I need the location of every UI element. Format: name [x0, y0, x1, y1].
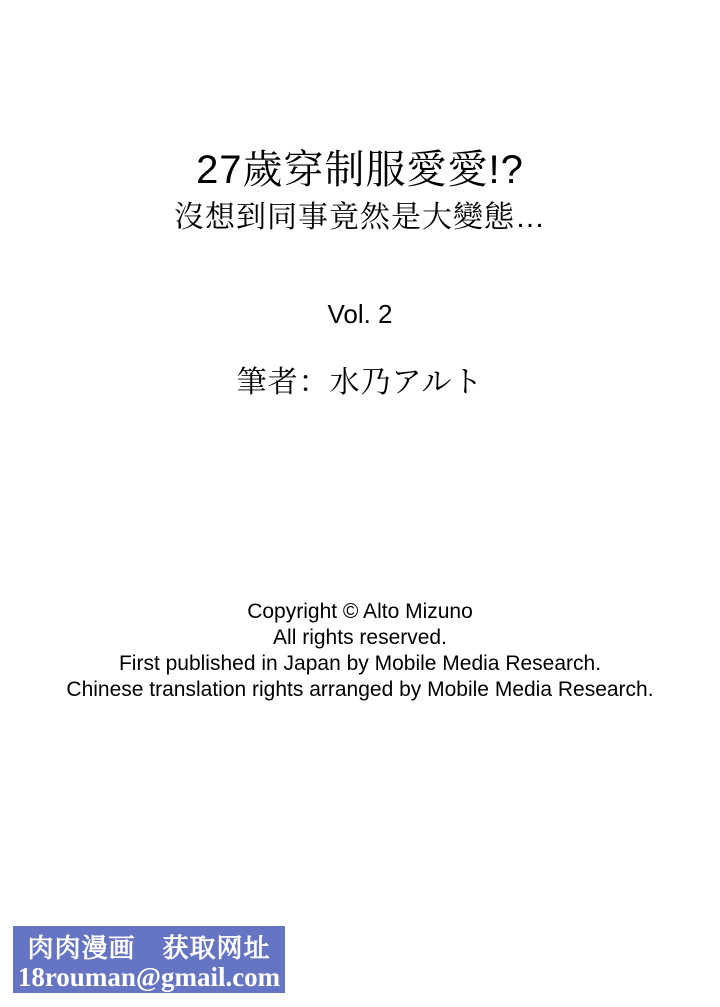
- watermark-site-name: 肉肉漫画 获取网址: [27, 933, 271, 963]
- page-title: 27歲穿制服愛愛!?: [196, 148, 524, 192]
- copyright-block: [0, 599, 720, 703]
- volume-label: Vol. 2: [327, 299, 393, 329]
- page-subtitle: 沒想到同事竟然是大變態…: [174, 201, 546, 234]
- copyright-line: All rights reserved.: [273, 626, 447, 649]
- watermark-email: 18rouman@gmail.com: [17, 962, 281, 992]
- author-line: 筆者：水乃アルト: [236, 366, 484, 399]
- watermark-badge: [13, 926, 285, 993]
- copyright-line: First published in Japan by Mobile Media Research.: [118, 652, 602, 675]
- copyright-line: Chinese translation rights arranged by Mobile Media Research.: [66, 678, 654, 701]
- copyright-line: Copyright © Alto Mizuno: [247, 600, 473, 623]
